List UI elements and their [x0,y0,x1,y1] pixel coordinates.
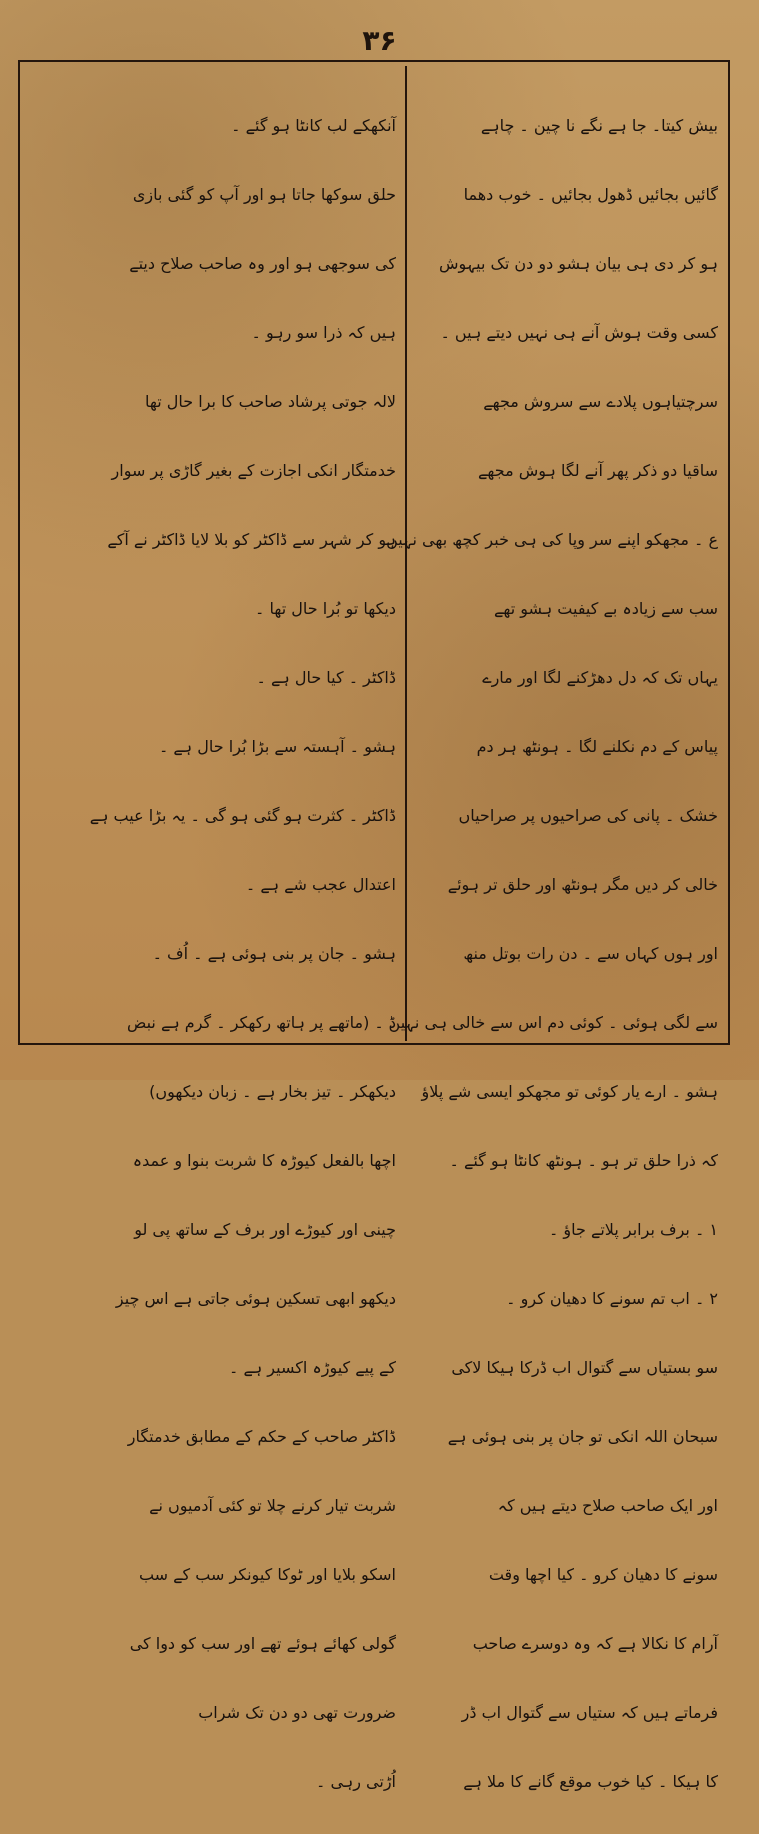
text-line: پیاس کے دم نکلنے لگا ۔ ہونٹھ ہر دم [476,736,718,756]
text-line: بیش کیتا۔ جا ہے نگے نا چین ۔ چاہے [480,115,718,135]
text-line: یہاں تک کہ دل دھڑکنے لگا اور مارے [482,667,718,687]
text-line: ڈ ۔ (ماتھے پر ہاتھ رکھکر ۔ گرم ہے نبض [127,1012,396,1032]
text-line: سرچتیاہوں پلادے سے سروش مجھے [483,391,718,411]
text-line: ہشو ۔ آہستہ سے بڑا بُرا حال ہے ۔ [158,736,396,756]
text-line: سونے کا دھیان کرو ۔ کیا اچھا وقت [488,1564,718,1584]
text-line: اسکو بلایا اور ٹوکا کیونکر سب کے سب [138,1564,396,1584]
text-line: کی سوجھی ہو اور وہ صاحب صلاح دیتے [129,253,396,273]
text-line: خالی کر دیں مگر ہونٹھ اور حلق تر ہوئے [447,874,718,894]
text-line: سے لگی ہوئی ۔ کوئی دم اس سے خالی ہی نہیں [388,1012,718,1032]
text-line: ہو کر دی ہی بیان ہشو دو دن تک بیہوش [439,253,718,273]
page-number: ۳۶ [362,24,397,57]
text-line: گائیں بجائیں ڈھول بجائیں ۔ خوب دھما [463,184,718,204]
text-line: اعتدال عجب شے ہے ۔ [245,874,396,894]
text-line: ضرورت تھی دو دن تک شراب [198,1702,396,1722]
text-line: ہو کر شہر سے ڈاکٹر کو بلا لایا ڈاکٹر نے آکے [107,529,396,549]
text-line: کے پیے کیوڑہ اکسیر ہے ۔ [228,1357,396,1377]
text-line: سب سے زیادہ بے کیفیت ہشو تھے [494,598,718,618]
text-line: دیکھکر ۔ تیز بخار ہے ۔ زبان دیکھوں) [149,1081,396,1101]
text-line: کسی وقت ہوش آنے ہی نہیں دیتے ہیں ۔ [440,322,718,342]
text-line: ڈاکٹر ۔ کیا حال ہے ۔ [256,667,396,687]
text-line: کا ہیکا ۔ کیا خوب موقع گانے کا ملا ہے [463,1771,718,1791]
right-column-text [386,74,718,1791]
text-line: ۱ ۔ برف برابر پلاتے جاؤ ۔ [548,1219,718,1239]
text-line: خشک ۔ پانی کی صراحیوں پر صراحیاں [458,805,718,825]
text-line: ہشو ۔ ارے یار کوئی تو مجھکو ایسی شے پلاؤ [421,1081,718,1101]
text-line: حلق سوکھا جاتا ہو اور آپ کو گئی بازی [132,184,396,204]
text-line: چینی اور کیوڑے اور برف کے ساتھ پی لو [134,1219,396,1239]
text-line: ہشو ۔ جان پر بنی ہوئی ہے ۔ اُف ۔ [152,943,396,963]
text-line: اور ہوں کہاں سے ۔ دن رات بوتل منھ [463,943,718,963]
text-line: سو بستیاں سے گتوال اب ڈرکا ہیکا لاکی [451,1357,718,1377]
text-line: آنکھکے لب کانٹا ہو گئے ۔ [231,115,396,135]
text-line: سبحان اللہ انکی تو جان پر بنی ہوئی ہے [447,1426,718,1446]
text-line: اور ایک صاحب صلاح دیتے ہیں کہ [497,1495,718,1515]
text-line: ساقیا دو ذکر پھر آنے لگا ہوش مجھے [478,460,718,480]
text-line: اُڑتی رہی ۔ [316,1771,396,1791]
text-line: ڈاکٹر ۔ کثرت ہو گئی ہو گی ۔ یہ بڑا عیب ہے [89,805,396,825]
text-line: شربت تیار کرنے چلا تو کئی آدمیوں نے [149,1495,396,1515]
text-line: دیکھو ابھی تسکین ہوئی جاتی ہے اس چیز [115,1288,396,1308]
text-line: آرام کا نکالا ہے کہ وہ دوسرے صاحب [472,1633,718,1653]
text-line: لالہ جوتی پرشاد صاحب کا برا حال تھا [145,391,396,411]
text-line: خدمتگار انکی اجازت کے بغیر گاڑی پر سوار [111,460,396,480]
text-line: ہیں کہ ذرا سو رہو ۔ [251,322,396,342]
text-line: ۲ ۔ اب تم سونے کا دھیان کرو ۔ [506,1288,718,1308]
text-line: فرماتے ہیں کہ ستیاں سے گتوال اب ڈر [461,1702,718,1722]
text-line: کہ ذرا حلق تر ہو ۔ ہونٹھ کانٹا ہو گئے ۔ [449,1150,718,1170]
text-line: دیکھا تو بُرا حال تھا ۔ [254,598,396,618]
text-line: ع ۔ مجھکو اپنے سر وپا کی ہی خبر کچھ بھی نہیں [386,529,718,549]
text-line: ڈاکٹر صاحب کے حکم کے مطابق خدمتگار [127,1426,396,1446]
text-line: گولی کھائے ہوئے تھے اور سب کو دوا کی [129,1633,396,1653]
left-column-text [30,74,396,1791]
text-line: اچھا بالفعل کیوڑہ کا شربت بنوا و عمدہ [132,1150,396,1170]
